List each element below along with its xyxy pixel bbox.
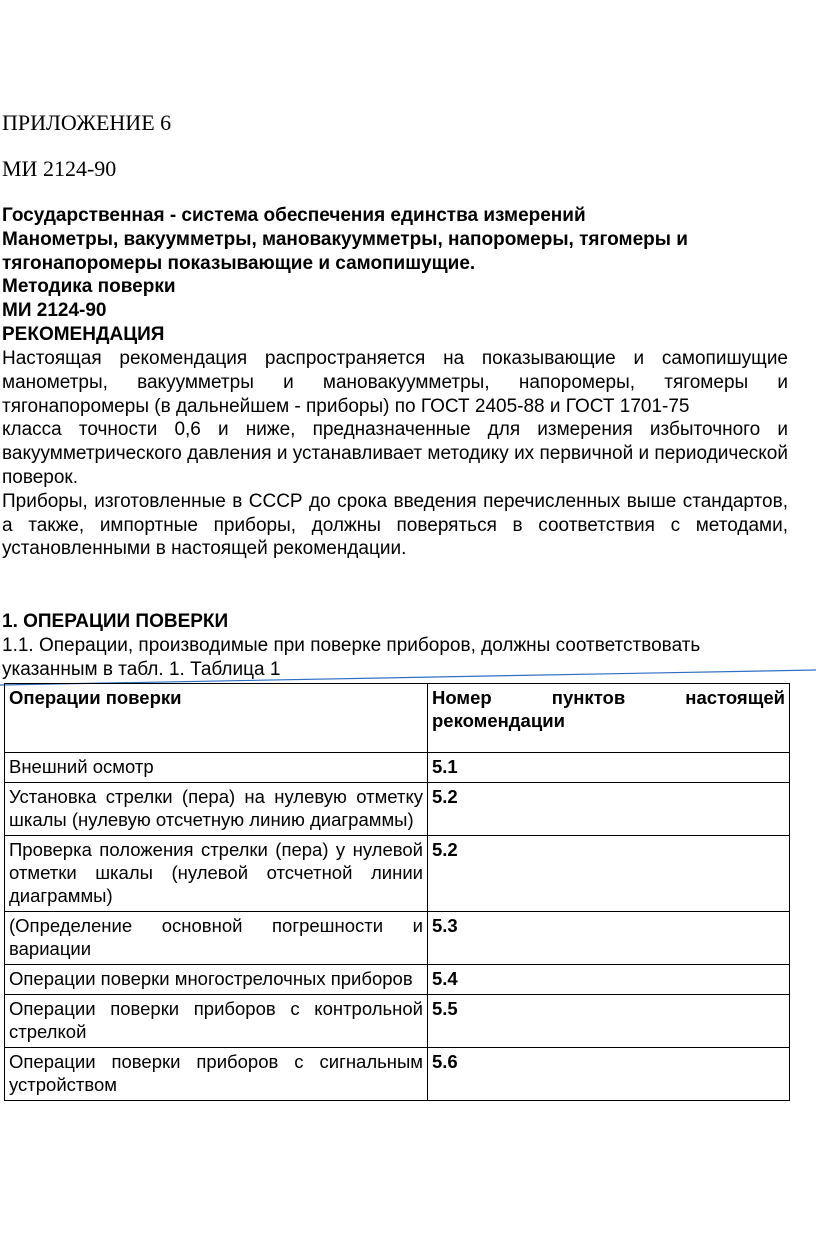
table-cell: 5.4 (428, 965, 790, 995)
column-header: Номер пунктов настоящей рекомендации (428, 684, 790, 753)
table-cell: Операции поверки многострелочных приборов (5, 965, 428, 995)
paragraph: Настоящая рекомендация распространяется на показывающие и самопишущие манометры, вакуумметры и мановакуумметры, напоромеры, тягомеры и тягонапоромеры (в дальнейшем - приборы) по ГОСТ 2405-88 и ГОСТ 1701-75 (2, 348, 788, 417)
table-cell: Внешний осмотр (5, 753, 428, 783)
table-cell: 5.2 (428, 836, 790, 912)
table-cell: 5.6 (428, 1048, 790, 1101)
table-row (5, 912, 790, 965)
column-header: Операции поверки (5, 684, 428, 753)
table-row (5, 965, 790, 995)
table-cell: 5.5 (428, 995, 790, 1048)
table-cell: Операции поверки приборов с сигнальным устройством (5, 1048, 428, 1101)
table-header-row (5, 684, 790, 753)
header-line: Манометры, вакуумметры, мановакуумметры, напоромеры, тягомеры и (2, 228, 688, 250)
document-code: МИ 2124-90 (2, 156, 117, 181)
table-cell: 5.3 (428, 912, 790, 965)
header-line: РЕКОМЕНДАЦИЯ (2, 323, 165, 345)
table-row (5, 836, 790, 912)
paragraph: Приборы, изготовленные в СССР до срока введения перечисленных выше стандартов, а также, импортные приборы, должны поверяться в соответствия с методами, установленными в настоящей рекомендации. (2, 490, 788, 560)
section-title: 1. ОПЕРАЦИИ ПОВЕРКИ (2, 611, 229, 632)
header-line: Государственная - система обеспечения единства измерений (2, 205, 586, 226)
document-body (2, 347, 788, 561)
table-row (5, 753, 790, 783)
document-header (2, 204, 788, 347)
header-line: Методика поверки (2, 276, 176, 298)
table-cell: 5.1 (428, 753, 790, 783)
table-cell: Операции поверки приборов с контрольной стрелкой (5, 995, 428, 1048)
table-cell: Установка стрелки (пера) на нулевую отметку шкалы (нулевую отсчетную линию диаграммы) (5, 783, 428, 836)
paragraph: класса точности 0,6 и ниже, предназначенные для измерения избыточного и вакуумметрического давления и устанавливает методику их первичной и периодической поверок. (2, 419, 788, 488)
table-row (5, 783, 790, 836)
operations-table (4, 683, 790, 1101)
header-line: МИ 2124-90 (2, 300, 107, 322)
header-line: тягонапоромеры показывающие и самопишущие. (2, 252, 476, 274)
table-cell: Проверка положения стрелки (пера) у нулевой отметки шкалы (нулевой отсчетной линии диаграммы) (5, 836, 428, 912)
table-row (5, 1048, 790, 1101)
table-row (5, 995, 790, 1048)
section-text: 1.1. Операции, производимые при поверке приборов, должны соответствовать указанным в табл. 1. Таблица 1 (2, 634, 701, 680)
table-cell: 5.2 (428, 783, 790, 836)
table-cell: (Определение основной погрешности и вариации (5, 912, 428, 965)
appendix-title: ПРИЛОЖЕНИЕ 6 (2, 110, 172, 135)
